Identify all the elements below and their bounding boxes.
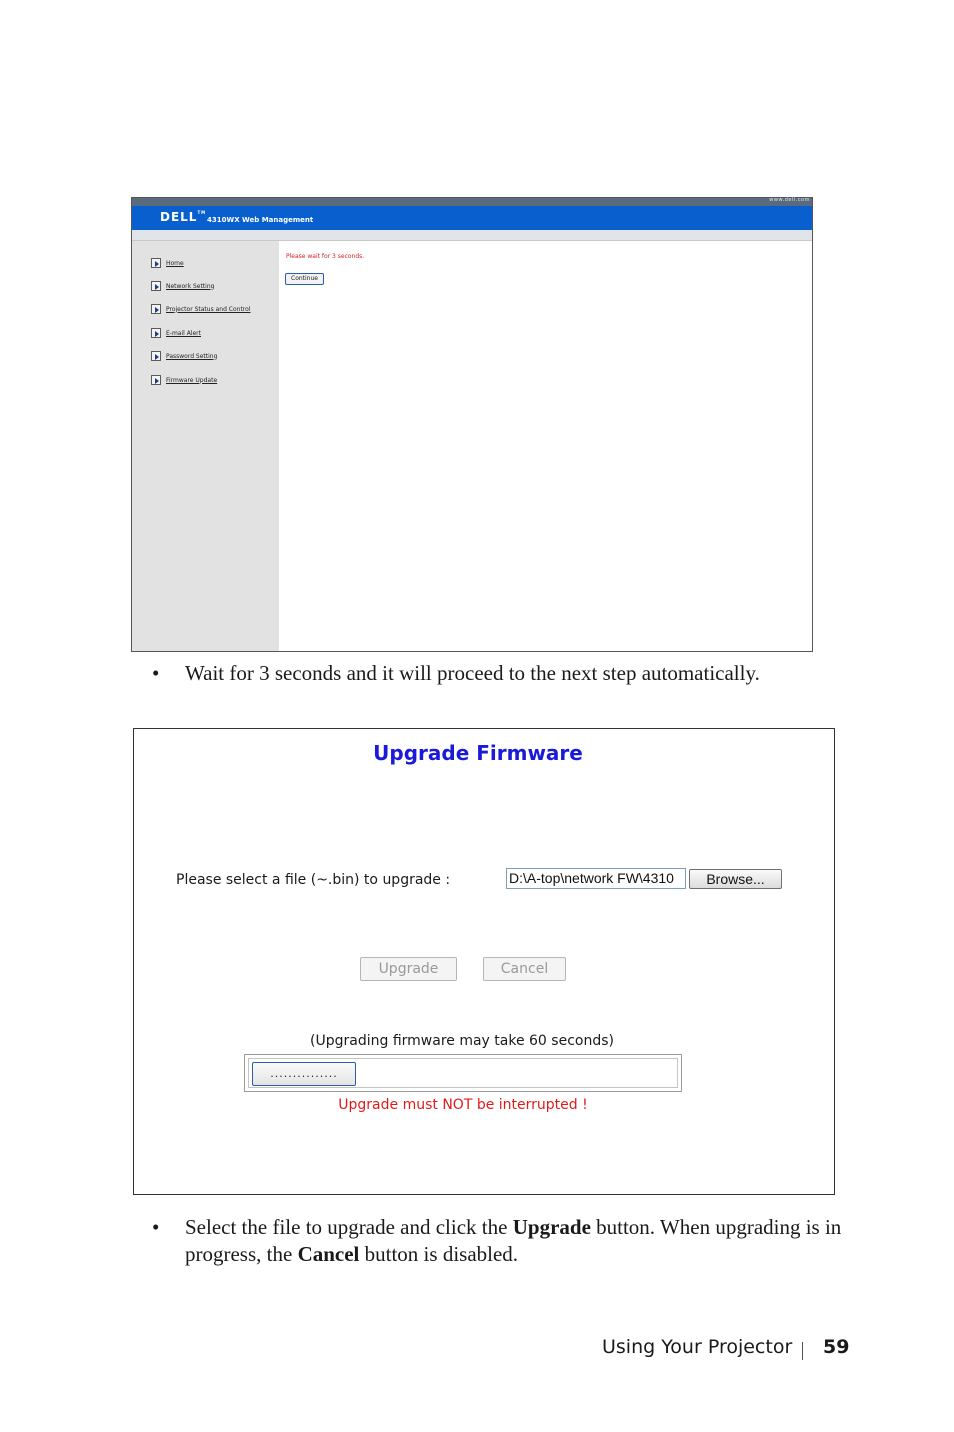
progress-box [244, 1054, 682, 1092]
arrow-right-icon [151, 281, 161, 291]
bullet-text: Wait for 3 seconds and it will proceed to the next step automatically. [185, 661, 760, 685]
bullet-upgrade [152, 1214, 872, 1270]
nav-item-firmware-update[interactable] [151, 373, 217, 387]
upgrade-button[interactable]: Upgrade [360, 957, 457, 981]
logo-trademark: TM [197, 210, 207, 215]
nav-item-home[interactable] [151, 256, 184, 270]
arrow-right-icon [151, 328, 161, 338]
continue-button[interactable]: Continue [285, 273, 324, 285]
upgrade-duration-note: (Upgrading firmware may take 60 seconds) [310, 1033, 614, 1049]
bullet-bold-upgrade: Upgrade [512, 1215, 591, 1239]
wait-message: Please wait for 3 seconds. [286, 253, 365, 260]
bullet-dot: • [152, 1215, 160, 1239]
arrow-right-icon [151, 258, 161, 268]
header-divider [132, 230, 812, 241]
nav-label: Password Setting [166, 352, 218, 360]
footer-separator [802, 1342, 803, 1360]
nav-label: Firmware Update [166, 376, 218, 384]
arrow-right-icon [151, 375, 161, 385]
nav-item-network-setting[interactable] [151, 279, 214, 293]
progress-indicator: ............... [252, 1062, 356, 1086]
nav-label: E-mail Alert [166, 329, 202, 337]
arrow-right-icon [151, 351, 161, 361]
page-title: Upgrade Firmware [373, 741, 583, 765]
header-bar [132, 206, 812, 230]
dell-logo [160, 210, 206, 224]
nav-item-password-setting[interactable] [151, 349, 217, 363]
bullet-bold-cancel: Cancel [297, 1242, 360, 1266]
bullet-text-part: button. When upgrading is in progress, the [185, 1215, 842, 1266]
upgrade-firmware-screenshot [133, 728, 835, 1195]
web-management-screenshot [131, 197, 813, 652]
nav-item-email-alert[interactable] [151, 326, 201, 340]
bullet-text-part: button is disabled. [359, 1242, 519, 1266]
app-title: 4310WX Web Management [207, 216, 314, 224]
progress-track [248, 1058, 678, 1088]
logo-text: DELL [160, 210, 198, 224]
nav-label: Network Setting [166, 282, 215, 290]
arrow-right-icon [151, 304, 161, 314]
top-strip [132, 198, 812, 206]
cancel-button[interactable]: Cancel [483, 957, 566, 981]
footer-section-title: Using Your Projector [602, 1336, 793, 1358]
nav-label: Home [166, 259, 184, 267]
nav-label: Projector Status and Control [166, 305, 251, 313]
interrupt-warning: Upgrade must NOT be interrupted ! [338, 1097, 588, 1113]
site-url[interactable]: www.dell.com [769, 197, 810, 203]
bullet-wait [152, 660, 872, 688]
page-number: 59 [823, 1336, 850, 1358]
nav-item-projector-status[interactable] [151, 302, 250, 316]
file-path-input[interactable]: D:\A-top\network FW\4310 [506, 868, 686, 889]
browse-button[interactable]: Browse... [689, 869, 782, 889]
bullet-text-part: Select the file to upgrade and click the [185, 1215, 513, 1239]
sidebar [132, 241, 279, 651]
bullet-text [185, 1214, 875, 1268]
bullet-dot: • [152, 661, 160, 685]
file-select-label: Please select a file (~.bin) to upgrade : [176, 872, 451, 888]
